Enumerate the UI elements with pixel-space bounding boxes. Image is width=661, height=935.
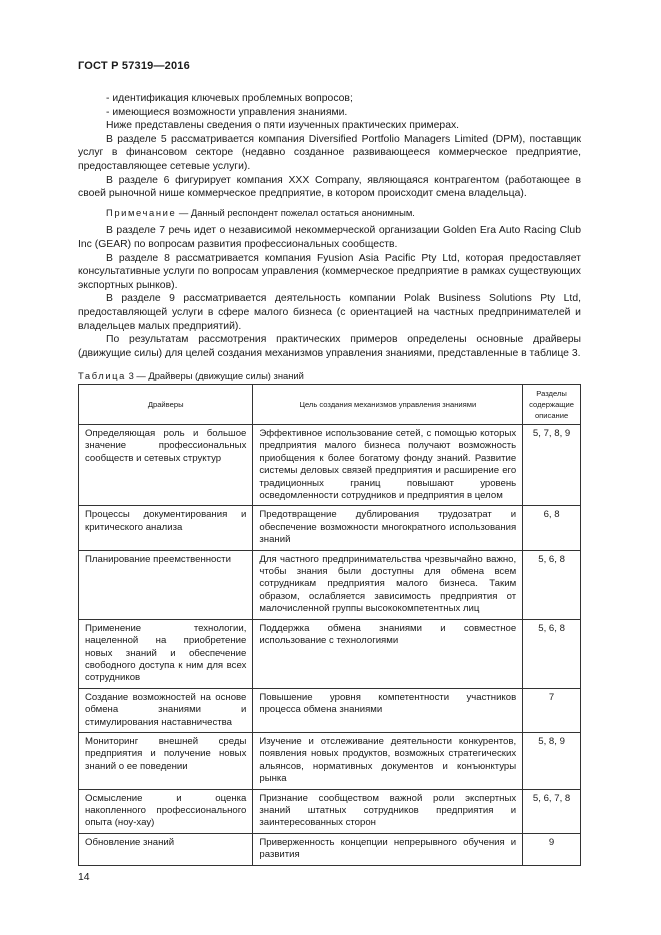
table-cell-driver: Обновление знаний	[79, 833, 253, 865]
table-cell-goal: Эффективное использование сетей, с помощью которых предприятия малого бизнеса получают возможность приобщения к более богатому фонду знаний. Развитие системы деловых связей предприятия и расширение его традиционных границ повышают уровень осведомленности сотрудников и предприятия в целом	[253, 425, 523, 506]
paragraph: В разделе 7 речь идет о независимой некоммерческой организации Golden Era Auto Racing Club Inc (GEAR) по вопросам развития профессиональных сообществ.	[78, 225, 581, 250]
paragraph: В разделе 6 фигурирует компания XXX Company, являющаяся контрагентом (работающее в своей рыночной нише коммерческое предприятие, в котором происходит смена владельца).	[78, 174, 581, 200]
table-row	[79, 688, 581, 732]
table-cell-sections: 5, 6, 8	[523, 550, 581, 619]
paragraph: В разделе 9 рассматривается деятельность компании Polak Business Solutions Pty Ltd, предоставляющей услуги в сфере малого бизнеса (с ориентацией на частных предпринимателей и владельцев малых предприятий).	[78, 293, 581, 332]
table-row	[79, 550, 581, 619]
table-cell-sections: 6, 8	[523, 506, 581, 550]
table-row	[79, 732, 581, 789]
table-cell-driver: Определяющая роль и большое значение профессиональных сообществ и сетевых структур	[79, 425, 253, 506]
table-row	[79, 425, 581, 506]
paragraph: В разделе 8 рассматривается компания Fyusion Asia Pacific Pty Ltd, которая предоставляет консультативные услуги по вопросам управления (коммерческое предприятие в рамках существующих экспортных рынков).	[78, 252, 581, 291]
paragraph: По результатам рассмотрения практических примеров определены основные драйверы (движущие силы) для целей создания механизмов управления знаниями, представленные в таблице 3.	[78, 334, 581, 359]
table-cell-goal: Изучение и отслеживание деятельности конкурентов, появления новых продуктов, возможных стратегических альянсов, нормативных документов и конъюнктуры рынка	[253, 732, 523, 789]
note-label: Примечание	[106, 206, 177, 218]
bullet-item: - имеющиеся возможности управления знаниями.	[106, 106, 348, 118]
table-cell-goal: Поддержка обмена знаниями и совместное использование с технологиями	[253, 619, 523, 688]
column-header-drivers: Драйверы	[79, 385, 253, 425]
column-header-sections: Разделы содержащие описание	[523, 385, 581, 425]
table-caption-text: 3 — Драйверы (движущие силы) знаний	[125, 370, 304, 381]
table-cell-sections: 9	[523, 833, 581, 865]
table-row	[79, 833, 581, 865]
table-cell-sections: 7	[523, 688, 581, 732]
bullet-item: - идентификация ключевых проблемных вопросов;	[106, 93, 353, 104]
page-number: 14	[78, 872, 90, 883]
paragraph: Ниже представлены сведения о пяти изученных практических примерах.	[106, 120, 460, 132]
table-cell-driver: Процессы документирования и критического анализа	[79, 506, 253, 550]
drivers-table	[78, 384, 581, 866]
paragraph: В разделе 5 рассматривается компания Diversified Portfolio Managers Limited (DPM), поставщик услуг в финансовом секторе (недавно созданное развивающееся коммерческое предприятие, предоставляющее сетевые услуги).	[78, 133, 581, 172]
table-cell-driver: Планирование преемственности	[79, 550, 253, 619]
table-cell-sections: 5, 6, 7, 8	[523, 789, 581, 833]
table-row	[79, 619, 581, 688]
table-cell-driver: Мониторинг внешней среды предприятия и получение новых знаний о ее поведении	[79, 732, 253, 789]
table-cell-goal: Признание сообществом важной роли экспертных знаний штатных сотрудников предприятия и заинтересованных сторон	[253, 789, 523, 833]
document-header: ГОСТ Р 57319—2016	[78, 60, 190, 72]
table-header-row	[79, 385, 581, 425]
table-caption-label: Таблица	[78, 370, 126, 381]
table-cell-sections: 5, 7, 8, 9	[523, 425, 581, 506]
table-cell-goal: Предотвращение дублирования трудозатрат и обеспечение возможности многократного использования знаний	[253, 506, 523, 550]
table-row	[79, 789, 581, 833]
table-cell-sections: 5, 6, 8	[523, 619, 581, 688]
table-cell-goal: Приверженность концепции непрерывного обучения и развития	[253, 833, 523, 865]
table-cell-goal: Повышение уровня компетентности участников процесса обмена знаниями	[253, 688, 523, 732]
note	[78, 206, 581, 220]
table-cell-driver: Применение технологии, нацеленной на приобретение новых знаний и обеспечение свободного доступа к ним для всех сотрудников	[79, 619, 253, 688]
table-cell-goal: Для частного предпринимательства чрезвычайно важно, чтобы знания были доступны для обмена всем сотрудникам предприятия малого бизнеса. Таким образом, ослабляется зависимость предприятия от малочисленной группы высококомпетентных лиц	[253, 550, 523, 619]
table-row	[79, 506, 581, 550]
note-text: — Данный респондент пожелал остаться анонимным.	[176, 206, 415, 218]
body-text	[78, 92, 581, 360]
table-cell-driver: Осмысление и оценка накопленного профессионального опыта (ноу-хау)	[79, 789, 253, 833]
table-cell-driver: Создание возможностей на основе обмена знаниями и стимулирования наставничества	[79, 688, 253, 732]
table-caption	[78, 370, 304, 381]
table-cell-sections: 5, 8, 9	[523, 732, 581, 789]
column-header-goal: Цель создания механизмов управления знаниями	[253, 385, 523, 425]
